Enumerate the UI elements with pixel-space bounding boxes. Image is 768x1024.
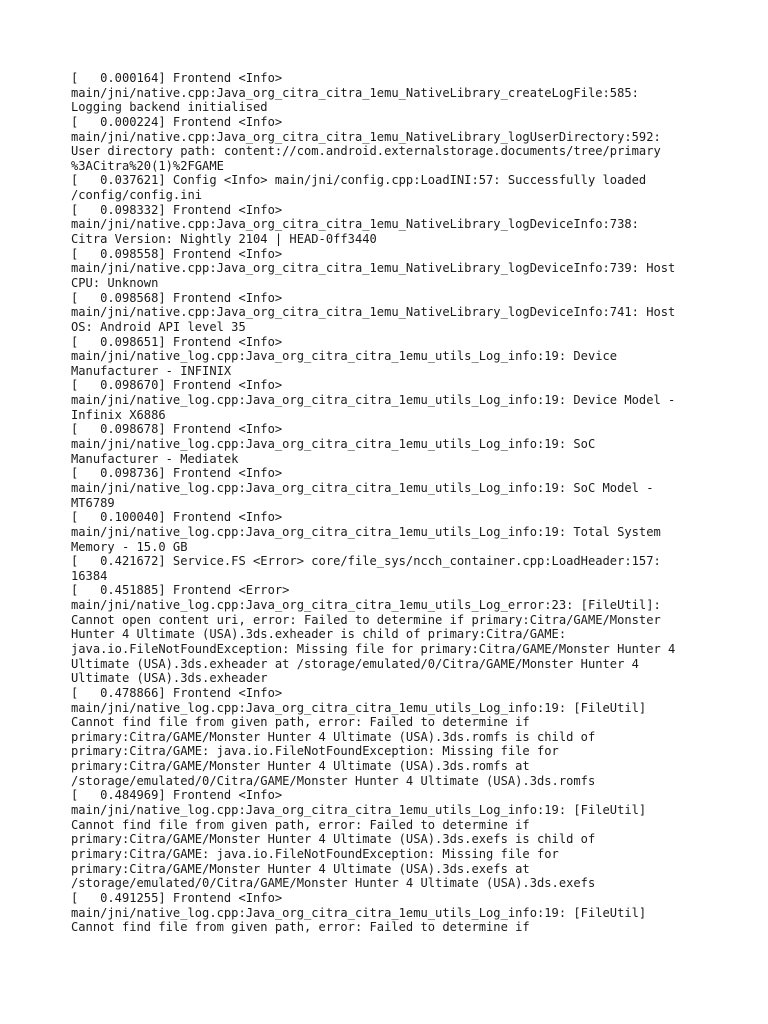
log-line: Cannot find file from given path, error: Failed to determine if [71, 817, 530, 832]
log-line: /config/config.ini [71, 188, 203, 203]
log-line: Manufacturer - INFINIX [71, 363, 232, 378]
log-line: User directory path: content://com.android.externalstorage.documents/tree/primary [71, 144, 661, 159]
log-line: [ 0.100040] Frontend <Info> [71, 510, 283, 525]
log-line: main/jni/native.cpp:Java_org_citra_citra_1emu_NativeLibrary_logDeviceInfo:738: [71, 217, 639, 232]
log-line: [ 0.478866] Frontend <Info> [71, 685, 283, 700]
log-line: Infinix X6886 [71, 407, 166, 422]
log-line: main/jni/native.cpp:Java_org_citra_citra_1emu_NativeLibrary_logUserDirectory:592: [71, 129, 661, 144]
log-line: Ultimate (USA).3ds.exheader [71, 671, 268, 686]
log-text-block [71, 71, 711, 935]
log-line: /storage/emulated/0/Citra/GAME/Monster Hunter 4 Ultimate (USA).3ds.exefs [71, 876, 596, 891]
log-line: [ 0.037621] Config <Info> main/jni/config.cpp:LoadINI:57: Successfully loaded [71, 173, 647, 188]
log-line: Citra Version: Nightly 2104 | HEAD-0ff3440 [71, 232, 377, 247]
log-line: main/jni/native.cpp:Java_org_citra_citra_1emu_NativeLibrary_createLogFile:585: [71, 85, 639, 100]
log-line: Cannot find file from given path, error: Failed to determine if [71, 920, 530, 935]
log-line: primary:Citra/GAME/Monster Hunter 4 Ultimate (USA).3ds.romfs at [71, 759, 530, 774]
log-line: main/jni/native_log.cpp:Java_org_citra_citra_1emu_utils_Log_info:19: SoC [71, 437, 596, 452]
log-line: 16384 [71, 568, 108, 583]
log-line: Manufacturer - Mediatek [71, 451, 239, 466]
log-line: /storage/emulated/0/Citra/GAME/Monster Hunter 4 Ultimate (USA).3ds.romfs [71, 773, 596, 788]
log-line: primary:Citra/GAME: java.io.FileNotFoundException: Missing file for [71, 846, 559, 861]
log-line: main/jni/native_log.cpp:Java_org_citra_citra_1emu_utils_Log_info:19: [FileUtil] [71, 700, 647, 715]
log-line: [ 0.098678] Frontend <Info> [71, 422, 283, 437]
log-line: main/jni/native.cpp:Java_org_citra_citra_1emu_NativeLibrary_logDeviceInfo:739: Host [71, 261, 676, 276]
log-line: java.io.FileNotFoundException: Missing file for primary:Citra/GAME/Monster Hunter 4 [71, 641, 676, 656]
log-line: Cannot find file from given path, error: Failed to determine if [71, 715, 530, 730]
log-line: [ 0.098651] Frontend <Info> [71, 334, 283, 349]
log-line: [ 0.000164] Frontend <Info> [71, 71, 283, 85]
log-line: [ 0.421672] Service.FS <Error> core/file_sys/ncch_container.cpp:LoadHeader:157: [71, 554, 661, 569]
log-line: Cannot open content uri, error: Failed to determine if primary:Citra/GAME/Monster [71, 612, 661, 627]
log-line: [ 0.098568] Frontend <Info> [71, 290, 283, 305]
log-line: [ 0.098558] Frontend <Info> [71, 246, 283, 261]
log-line: main/jni/native_log.cpp:Java_org_citra_citra_1emu_utils_Log_info:19: Device Model - [71, 393, 676, 408]
log-line: main/jni/native_log.cpp:Java_org_citra_citra_1emu_utils_Log_info:19: [FileUtil] [71, 803, 647, 818]
log-line: [ 0.098332] Frontend <Info> [71, 202, 283, 217]
log-line: OS: Android API level 35 [71, 319, 246, 334]
log-line: CPU: Unknown [71, 275, 159, 290]
log-line: main/jni/native_log.cpp:Java_org_citra_citra_1emu_utils_Log_error:23: [FileUtil]: [71, 598, 661, 613]
log-line: [ 0.451885] Frontend <Error> [71, 583, 290, 598]
log-line: Ultimate (USA).3ds.exheader at /storage/emulated/0/Citra/GAME/Monster Hunter 4 [71, 656, 639, 671]
log-line: main/jni/native_log.cpp:Java_org_citra_citra_1emu_utils_Log_info:19: [FileUtil] [71, 905, 647, 920]
log-line: MT6789 [71, 495, 115, 510]
log-line: [ 0.098670] Frontend <Info> [71, 378, 283, 393]
log-line: main/jni/native.cpp:Java_org_citra_citra_1emu_NativeLibrary_logDeviceInfo:741: Host [71, 305, 676, 320]
log-line: [ 0.484969] Frontend <Info> [71, 788, 283, 803]
log-line: primary:Citra/GAME/Monster Hunter 4 Ultimate (USA).3ds.romfs is child of [71, 729, 596, 744]
log-line: [ 0.000224] Frontend <Info> [71, 114, 283, 129]
log-line: [ 0.491255] Frontend <Info> [71, 890, 283, 905]
log-line: main/jni/native_log.cpp:Java_org_citra_citra_1emu_utils_Log_info:19: SoC Model - [71, 480, 654, 495]
log-line: primary:Citra/GAME/Monster Hunter 4 Ultimate (USA).3ds.exefs is child of [71, 832, 596, 847]
log-line: Hunter 4 Ultimate (USA).3ds.exheader is child of primary:Citra/GAME: [71, 627, 567, 642]
log-line: main/jni/native_log.cpp:Java_org_citra_citra_1emu_utils_Log_info:19: Device [71, 349, 618, 364]
log-line: %3ACitra%20(1)%2FGAME [71, 158, 224, 173]
log-line: [ 0.098736] Frontend <Info> [71, 466, 283, 481]
log-line: Logging backend initialised [71, 100, 268, 115]
log-line: Memory - 15.0 GB [71, 539, 188, 554]
log-line: primary:Citra/GAME: java.io.FileNotFoundException: Missing file for [71, 744, 559, 759]
log-line: primary:Citra/GAME/Monster Hunter 4 Ultimate (USA).3ds.exefs at [71, 861, 530, 876]
log-line: main/jni/native_log.cpp:Java_org_citra_citra_1emu_utils_Log_info:19: Total System [71, 524, 661, 539]
